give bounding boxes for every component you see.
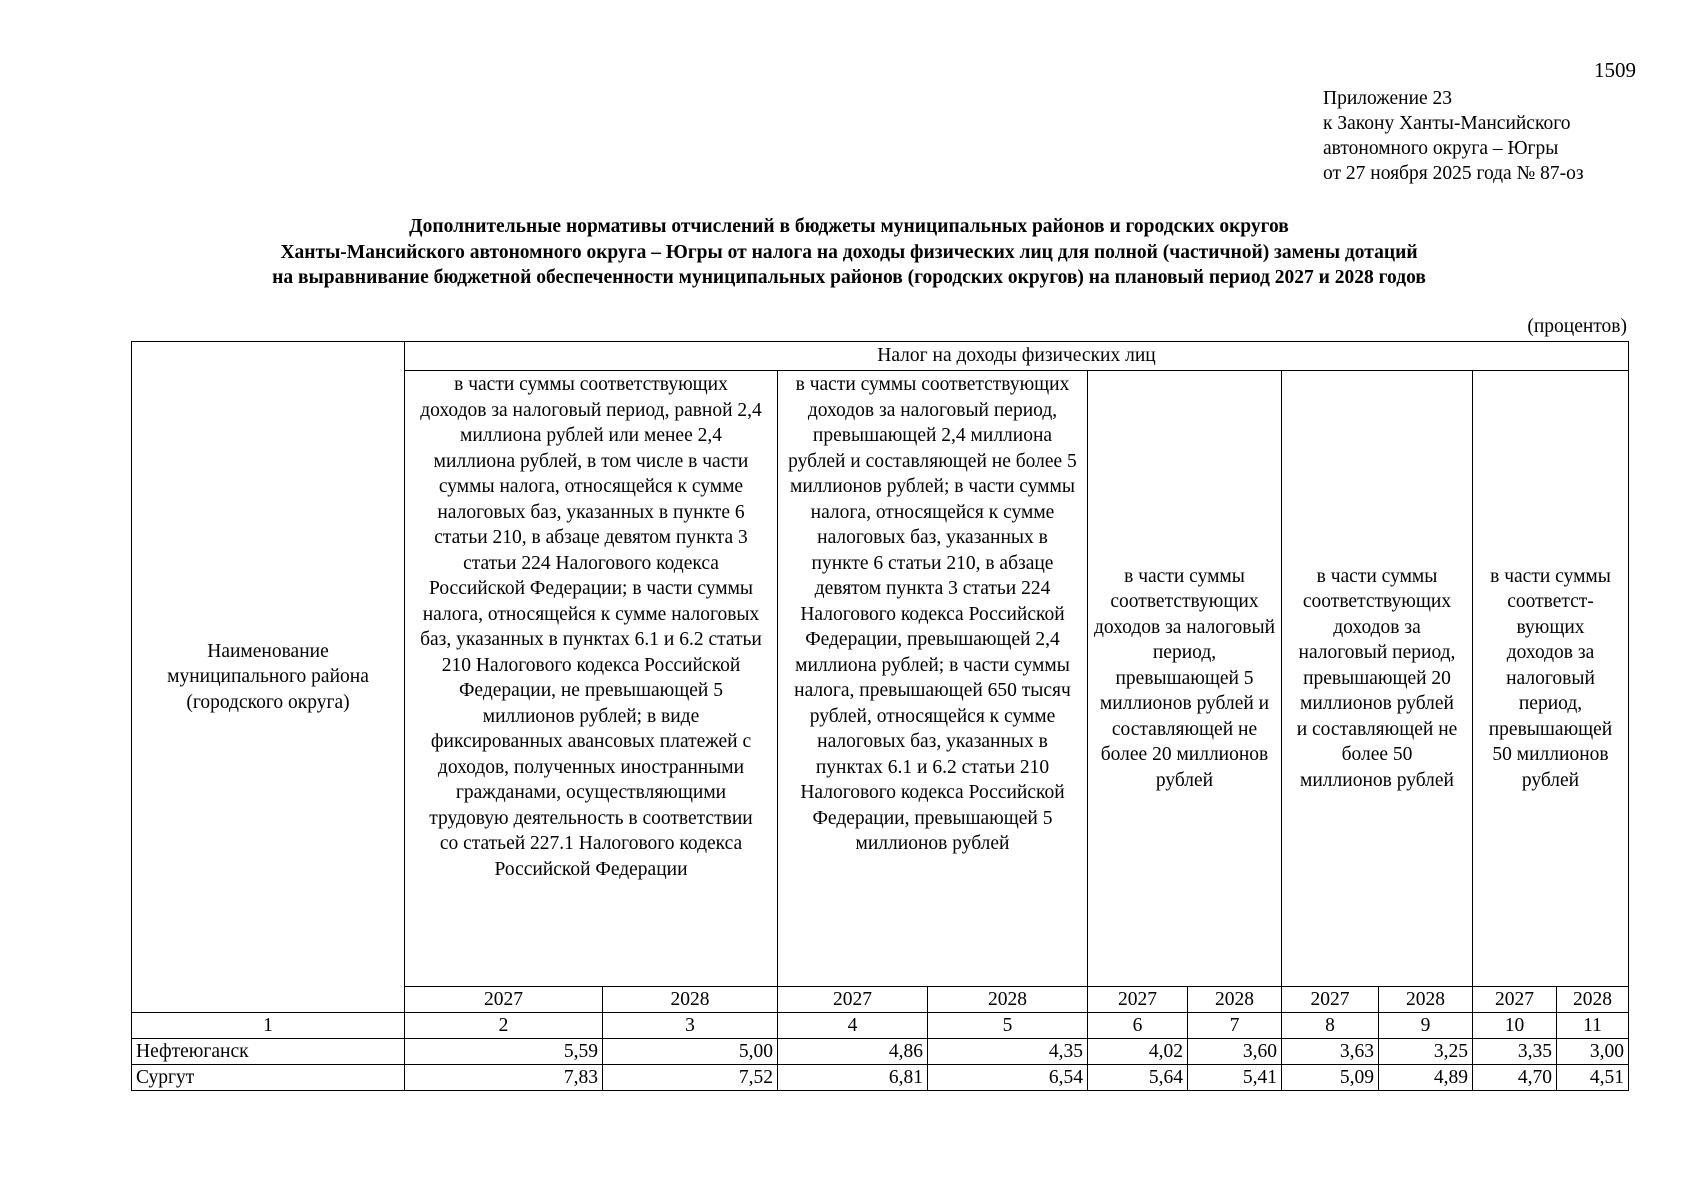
year-cell: 2028	[1188, 987, 1282, 1013]
year-cell: 2027	[1282, 987, 1379, 1013]
value-cell: 4,35	[928, 1039, 1088, 1065]
page-number: 1509	[1594, 58, 1636, 82]
column-number: 10	[1473, 1013, 1557, 1039]
appendix-line: от 27 ноября 2025 года № 87-оз	[1323, 163, 1584, 184]
year-cell: 2028	[928, 987, 1088, 1013]
units-label: (процентов)	[1527, 316, 1627, 337]
value-cell: 4,51	[1557, 1065, 1629, 1091]
appendix-reference	[1323, 86, 1584, 186]
year-cell: 2027	[778, 987, 928, 1013]
municipality-name: Нефтеюганск	[132, 1039, 405, 1065]
value-cell: 5,59	[405, 1039, 603, 1065]
year-cell: 2028	[1379, 987, 1473, 1013]
column-numbers-row	[132, 1013, 1629, 1039]
header-group-4: в части суммы соответствующих доходов за налоговый период, превышающей 20 миллионов рублей и составляющей не более 50 миллионов рублей	[1282, 371, 1473, 987]
appendix-line: к Закону Ханты-Мансийского	[1323, 113, 1571, 134]
appendix-line: автономного округа – Югры	[1323, 138, 1559, 159]
value-cell: 7,52	[603, 1065, 778, 1091]
year-cell: 2027	[1473, 987, 1557, 1013]
title-line: на выравнивание бюджетной обеспеченности муниципальных районов (городских округов) на плановый период 2027 и 2028 годов	[272, 267, 1426, 288]
value-cell: 3,60	[1188, 1039, 1282, 1065]
column-number: 8	[1282, 1013, 1379, 1039]
column-number: 4	[778, 1013, 928, 1039]
column-number: 6	[1088, 1013, 1188, 1039]
municipality-name: Сургут	[132, 1065, 405, 1091]
value-cell: 7,83	[405, 1065, 603, 1091]
appendix-line: Приложение 23	[1323, 88, 1453, 109]
header-group-5: в части суммы соответст-вующих доходов за налоговый период, превышающей 50 миллионов рублей	[1473, 371, 1629, 987]
value-cell: 3,00	[1557, 1039, 1629, 1065]
header-group-3: в части суммы соответствующих доходов за налоговый период, превышающей 5 миллионов рублей и составляющей не более 20 миллионов рублей	[1088, 371, 1282, 987]
column-number: 7	[1188, 1013, 1282, 1039]
value-cell: 4,02	[1088, 1039, 1188, 1065]
value-cell: 3,63	[1282, 1039, 1379, 1065]
value-cell: 4,70	[1473, 1065, 1557, 1091]
value-cell: 4,89	[1379, 1065, 1473, 1091]
column-number: 9	[1379, 1013, 1473, 1039]
value-cell: 5,09	[1282, 1065, 1379, 1091]
value-cell: 5,00	[603, 1039, 778, 1065]
value-cell: 3,25	[1379, 1039, 1473, 1065]
year-cell: 2027	[1088, 987, 1188, 1013]
year-cell: 2028	[1557, 987, 1629, 1013]
table-row	[132, 1039, 1629, 1065]
year-cell: 2027	[405, 987, 603, 1013]
column-number: 3	[603, 1013, 778, 1039]
value-cell: 3,35	[1473, 1039, 1557, 1065]
title-line: Ханты-Мансийского автономного округа – Югры от налога на доходы физических лиц для полной (частичной) замены дотаций	[280, 241, 1418, 263]
column-number: 1	[132, 1013, 405, 1039]
header-group-2: в части суммы соответствующих доходов за налоговый период, превышающей 2,4 миллиона рублей и составляющей не более 5 миллионов рублей; в части суммы налога, относящейся к сумме налоговых баз, указанных в пункте 6 статьи 210, в абзаце девятом пункта 3 статьи 224 Налогового кодекса Российской Федерации, превышающей 2,4 миллиона рублей; в части суммы налога, превышающей 650 тысяч рублей, относящейся к сумме налоговых баз, указанных в пунктах 6.1 и 6.2 статьи 210 Налогового кодекса Российской Федерации, превышающей 5 миллионов рублей	[778, 371, 1088, 987]
norms-table	[131, 341, 1629, 1091]
value-cell: 6,81	[778, 1065, 928, 1091]
value-cell: 5,64	[1088, 1065, 1188, 1091]
column-number: 11	[1557, 1013, 1629, 1039]
value-cell: 4,86	[778, 1039, 928, 1065]
header-group-1: в части суммы соответствующих доходов за налоговый период, равной 2,4 миллиона рублей или менее 2,4 миллиона рублей, в том числе в части суммы налога, относящейся к сумме налоговых баз, указанных в пункте 6 статьи 210, в абзаце девятом пункта 3 статьи 224 Налогового кодекса Российской Федерации; в части суммы налога, относящейся к сумме налоговых баз, указанных в пунктах 6.1 и 6.2 статьи 210 Налогового кодекса Российской Федерации, не превышающей 5 миллионов рублей; в виде фиксированных авансовых платежей с доходов, полученных иностранными гражданами, осуществляющими трудовую деятельность в соответствии со статьей 227.1 Налогового кодекса Российской Федерации	[405, 371, 778, 987]
column-number: 5	[928, 1013, 1088, 1039]
document-title	[0, 214, 1698, 291]
table-row	[132, 1065, 1629, 1091]
header-municipality-name: Наименование муниципального района (городского округа)	[132, 342, 405, 1013]
year-cell: 2028	[603, 987, 778, 1013]
value-cell: 6,54	[928, 1065, 1088, 1091]
column-number: 2	[405, 1013, 603, 1039]
header-tax: Налог на доходы физических лиц	[405, 342, 1629, 371]
value-cell: 5,41	[1188, 1065, 1282, 1091]
title-line: Дополнительные нормативы отчислений в бюджеты муниципальных районов и городских округов	[409, 216, 1289, 237]
